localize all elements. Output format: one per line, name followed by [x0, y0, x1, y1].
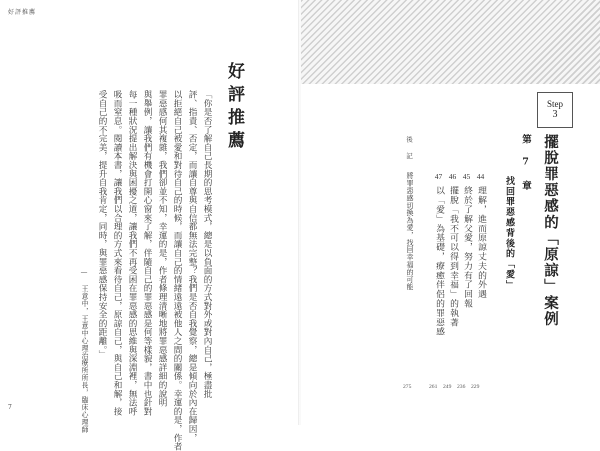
toc-entry-title: 理解，進而原諒丈夫的外遇	[476, 186, 486, 299]
praise-line-2: 評、指責、否定，而讓自尊與自信都無法完整？我們是否自我覺察，總是傾向於內在歸因，	[187, 90, 197, 442]
praise-line-3: 以拒絕自己被愛和對待自己的時候，而讓自己的情緒遠遠被他人之間的關係。幸運的是，作者	[172, 90, 182, 451]
toc-entry-page: 236	[457, 384, 466, 390]
toc-entry[interactable]	[429, 0, 445, 425]
postscript-label: 後記	[405, 136, 413, 169]
praise-line-1: 「你是否了解自己長期的思考模式，總是以負面的方式對外或對內自己，極盡批	[202, 90, 212, 398]
praise-line-4: 罪惡感何其複雜，我們卻並不知，幸運的是，作者條理清晰地將罪惡感詳細的說明	[157, 90, 167, 407]
praise-line-7: 吸而窒息。閱讀本書，讓我們以合理的方式來看待自己，原諒自己，與自己和解，接	[112, 90, 122, 416]
section-title: 好評推薦	[224, 62, 244, 154]
toc-entry-title: 以「愛」為基礎，療癒伴侶的罪惡感	[434, 186, 444, 337]
toc-entry-page: 261	[429, 384, 438, 390]
step-label: Step	[546, 99, 563, 109]
postscript-title: 將罪惡感切換為愛，找回幸福的可能	[406, 172, 414, 291]
toc-entry-number: 47	[434, 172, 443, 181]
chapter-number: 第 7 章	[520, 134, 531, 191]
praise-line-6: 每一種狀況提出解決與困擾之道，讓我們不再受困在罪惡感的思維與深淵裡，無法呼	[127, 90, 137, 416]
step-number: 3	[552, 109, 558, 120]
toc-entry[interactable]	[443, 0, 459, 425]
right-page	[301, 0, 600, 425]
postscript-entry[interactable]	[405, 0, 417, 425]
chapter-subtitle: 找回罪惡感背後的「愛」	[504, 176, 514, 291]
toc-entry-number: 44	[476, 172, 485, 181]
praise-line-5: 與舉例，讓我們有機會打開心窗來了解，伴隨自己的罪惡感是何等樣貌，書中也針對	[142, 90, 152, 416]
toc-entry[interactable]	[457, 0, 473, 425]
praise-author: — 王意中，王意中心理治療所所長，臨床心理師	[80, 268, 88, 434]
toc-entry-number: 46	[448, 172, 457, 181]
toc-entry-page: 229	[471, 384, 480, 390]
chapter-title: 擺脫罪惡感的「原諒」案例	[542, 134, 559, 328]
toc-entry-page: 249	[443, 384, 452, 390]
toc-entry-title: 終於了解父愛，努力有了回報	[462, 186, 472, 309]
page-number: 7	[8, 404, 12, 411]
praise-line-8: 受自己的不完美，提升自我肯定，同時，與罪惡感保持安全的距離。」	[97, 90, 107, 359]
toc-entry-number: 45	[462, 172, 471, 181]
toc-entry[interactable]	[471, 0, 487, 425]
step-badge	[537, 92, 573, 128]
toc-entry-title: 擺脫「我不可以得到幸福」的執著	[448, 186, 458, 327]
postscript-page: 275	[403, 384, 412, 390]
running-head: 好評推薦	[8, 9, 37, 16]
